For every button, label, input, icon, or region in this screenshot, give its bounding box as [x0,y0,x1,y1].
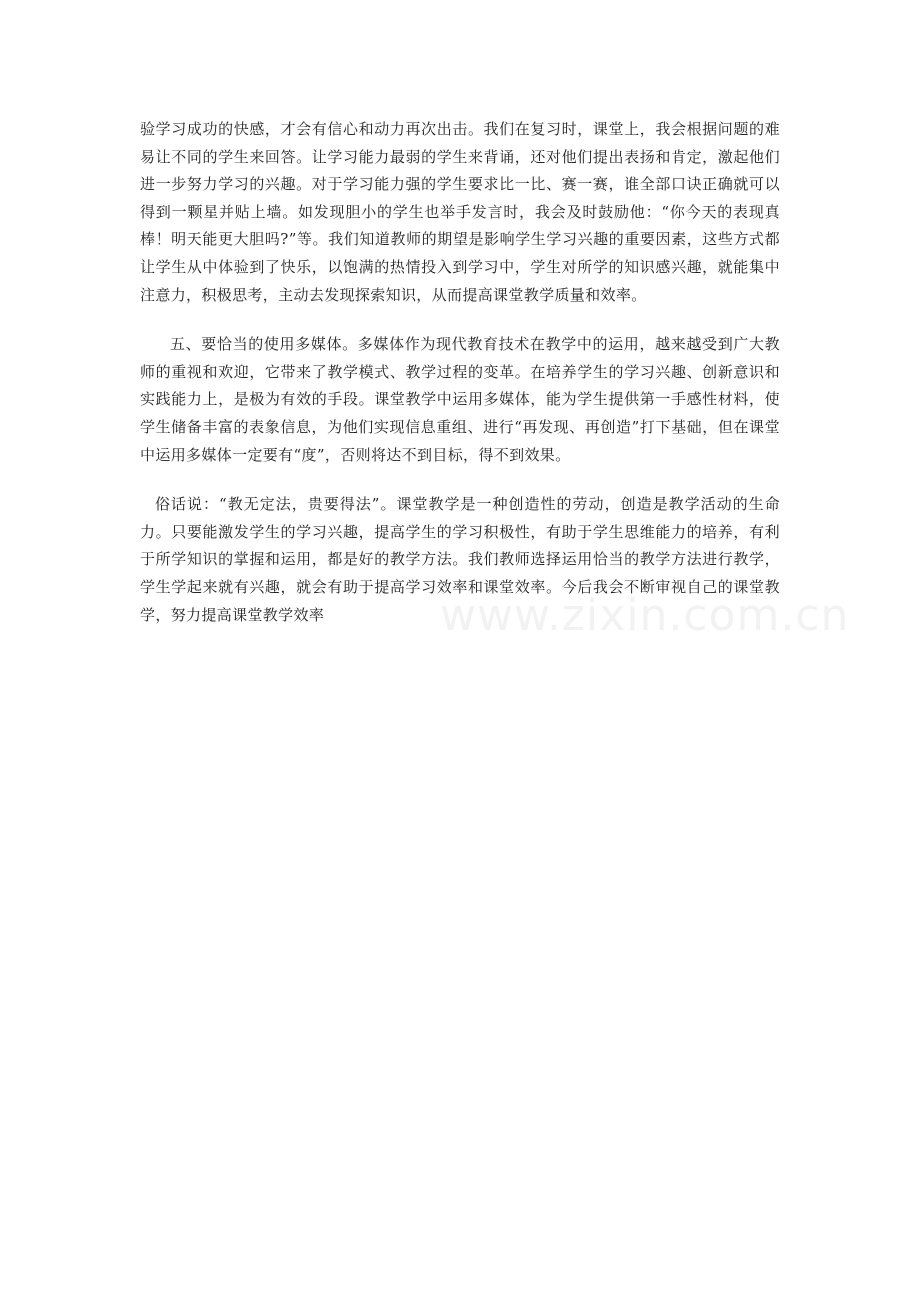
paragraph-praise-motivation: 验学习成功的快感，才会有信心和动力再次出击。我们在复习时，课堂上，我会根据问题的难易让不同的学生来回答。让学习能力最弱的学生来背诵，还对他们提出表扬和肯定，激起他们进一步努力学习的兴趣。对于学习能力强的学生要求比一比、赛一赛，谁全部口诀正确就可以得到一颗星并贴上墙。如发现胆小的学生也举手发言时，我会及时鼓励他：“你今天的表现真棒！明天能更大胆吗?”等。我们知道教师的期望是影响学生学习兴趣的重要因素，这些方式都让学生从中体验到了快乐，以饱满的热情投入到学习中，学生对所学的知识感兴趣，就能集中注意力，积极思考，主动去发现探索知识，从而提高课堂教学质量和效率。 [140,120,780,304]
watermark-logo: www.zixin.com.cn [440,590,850,641]
paragraph-conclusion: 俗话说：“教无定法，贵要得法”。课堂教学是一种创造性的劳动，创造是教学活动的生命力。只要能激发学生的学习兴趣，提高学生的学习积极性，有助于学生思维能力的培养，有利于所学知识的掌握和运用，都是好的教学方法。我们教师选择运用恰当的教学方法进行教学，学生学起来就有兴趣，就会有助于提高学习效率和课堂效率。今后我会不断审视自己的课堂教学，努力提高课堂教学效率 [140,495,780,624]
document-body [140,116,780,629]
paragraph-multimedia-use: 五、要恰当的使用多媒体。多媒体作为现代教育技术在教学中的运用，越来越受到广大教师的重视和欢迎，它带来了教学模式、教学过程的变革。在培养学生的学习兴趣、创新意识和实践能力上，是极为有效的手段。课堂教学中运用多媒体，能为学生提供第一手感性材料，使学生储备丰富的表象信息，为他们实现信息重组、进行“再发现、再创造”打下基础，但在课堂中运用多媒体一定要有“度”，否则将达不到目标，得不到效果。 [140,335,780,464]
